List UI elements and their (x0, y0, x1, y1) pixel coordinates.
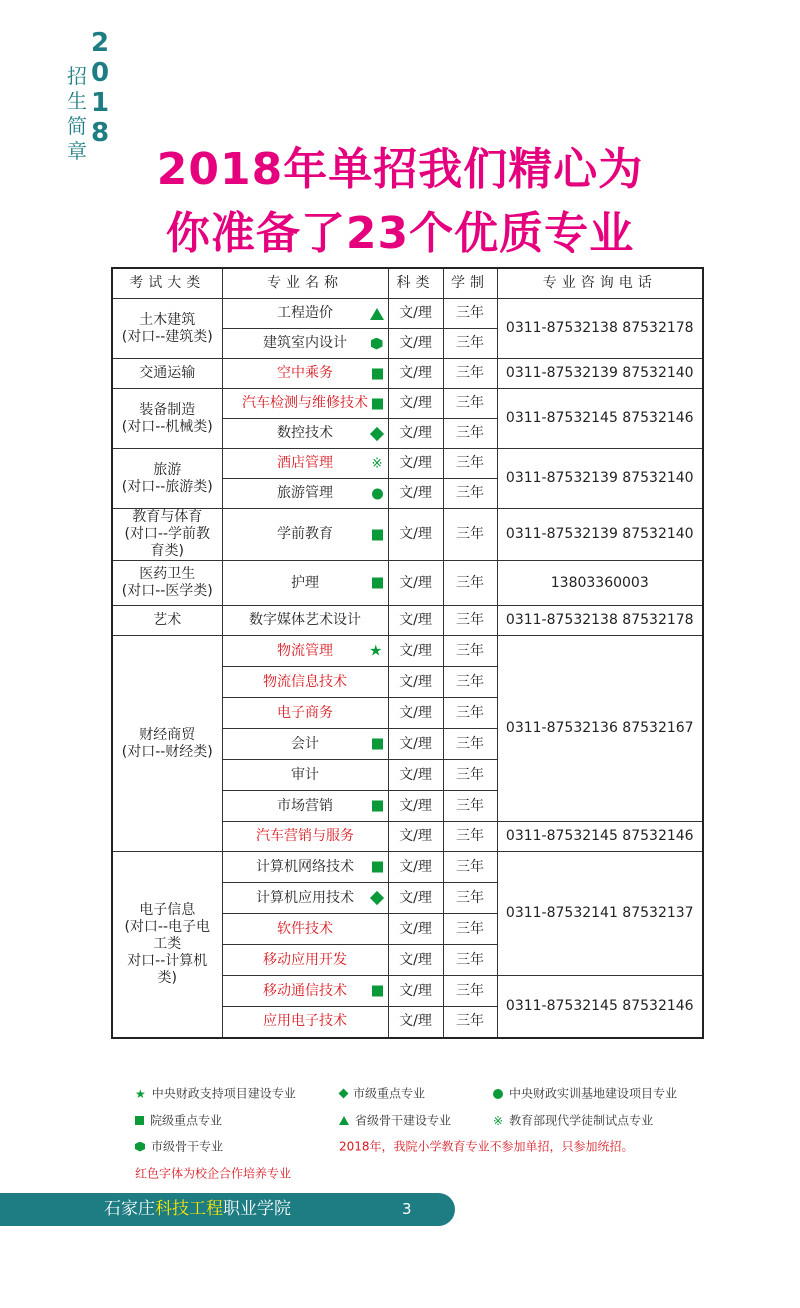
category-cell (112, 509, 222, 561)
years-cell: 三年 (443, 389, 497, 419)
legend-item (493, 1112, 653, 1129)
phone-cell: 0311-87532136 87532167 (497, 636, 703, 822)
years-cell: 三年 (443, 883, 497, 914)
subject-cell: 文/理 (388, 852, 443, 883)
square-icon (372, 739, 383, 750)
category-sub: 工类 (153, 935, 182, 952)
years-cell: 三年 (443, 606, 497, 636)
school-name (104, 1199, 291, 1220)
corner-digit: 8 (90, 118, 110, 148)
major-cell (222, 822, 388, 852)
category-cell (112, 561, 222, 606)
major-name: 数字媒体艺术设计 (249, 612, 361, 628)
subject-cell: 文/理 (388, 359, 443, 389)
subject-cell: 文/理 (388, 760, 443, 791)
category-name: 交通运输 (139, 365, 196, 381)
diamond-icon (369, 426, 383, 440)
school-name-part: 职业学院 (223, 1199, 291, 1219)
years-cell: 三年 (443, 636, 497, 667)
category-sub: (对口--建筑类) (121, 328, 213, 345)
table-row (112, 449, 703, 479)
category-cell (112, 636, 222, 852)
major-name: 计算机应用技术 (256, 889, 354, 906)
header-category: 考试大类 (112, 268, 222, 299)
major-name: 电子商务 (277, 704, 333, 721)
school-name-part: 石家庄 (104, 1199, 155, 1219)
subject-cell: 文/理 (388, 606, 443, 636)
subject-cell: 文/理 (388, 449, 443, 479)
note-text: 红色字体为校企合作培养专业 (135, 1166, 292, 1181)
legend-item (493, 1085, 677, 1102)
category-cell (112, 389, 222, 449)
category-sub: (对口--旅游类) (121, 478, 213, 495)
years-cell: 三年 (443, 976, 497, 1007)
major-name: 市场营销 (277, 797, 333, 814)
table-header-row (112, 268, 703, 299)
square-icon (135, 1116, 144, 1125)
table-row (112, 636, 703, 667)
years-cell: 三年 (443, 359, 497, 389)
square-icon (372, 801, 383, 812)
legend-label: 市级骨干专业 (151, 1139, 224, 1154)
years-cell: 三年 (443, 449, 497, 479)
phone-cell: 0311-87532138 87532178 (497, 606, 703, 636)
legend-label: 中央财政支持项目建设专业 (151, 1086, 296, 1101)
subject-cell: 文/理 (388, 329, 443, 359)
note-text: 2018年，我院小学教育专业不参加单招，只参加统招。 (339, 1139, 634, 1154)
category-sub: 对口--计算机 (127, 952, 208, 969)
category-sub: (对口--电子电 (124, 918, 211, 935)
years-cell: 三年 (443, 791, 497, 822)
dot-icon (493, 1089, 503, 1099)
category-sub: (对口--医学类) (121, 583, 213, 599)
major-cell (222, 852, 388, 883)
page-number: 3 (402, 1200, 412, 1218)
major-cell (222, 791, 388, 822)
major-name: 物流管理 (277, 642, 333, 659)
legend-label: 市级重点专业 (353, 1086, 426, 1101)
years-cell: 三年 (443, 852, 497, 883)
category-sub: (对口--财经类) (121, 743, 213, 760)
year-vertical (88, 28, 112, 148)
page-title-line1: 2018年单招我们精心为 (156, 144, 644, 195)
reference-mark-icon: ※ (371, 456, 383, 471)
reference-mark-icon: ※ (493, 1113, 504, 1128)
major-cell (222, 419, 388, 449)
phone-cell: 0311-87532145 87532146 (497, 822, 703, 852)
category-sub: 类) (157, 969, 177, 986)
square-icon (372, 398, 383, 409)
phone-cell: 0311-87532145 87532146 (497, 389, 703, 449)
years-cell: 三年 (443, 1007, 497, 1038)
subject-cell: 文/理 (388, 883, 443, 914)
major-name: 物流信息技术 (263, 673, 347, 690)
corner-char: 生 (67, 89, 87, 113)
category-name: 教育与体育 (132, 509, 203, 525)
major-name: 移动应用开发 (263, 951, 347, 968)
table-row (112, 852, 703, 883)
category-name: 艺术 (153, 612, 182, 628)
subject-cell: 文/理 (388, 1007, 443, 1038)
square-icon (372, 368, 383, 379)
years-cell: 三年 (443, 667, 497, 698)
major-cell (222, 914, 388, 945)
major-name: 会计 (291, 735, 319, 752)
major-cell (222, 729, 388, 760)
years-cell: 三年 (443, 419, 497, 449)
phone-cell: 0311-87532139 87532140 (497, 509, 703, 561)
category-sub: (对口--机械类) (121, 418, 213, 435)
years-cell: 三年 (443, 945, 497, 976)
corner-char: 招 (67, 64, 87, 88)
table-row (112, 606, 703, 636)
years-cell: 三年 (443, 509, 497, 561)
page-title-line2: 你准备了23个优质专业 (165, 208, 635, 259)
legend-item (339, 1112, 451, 1129)
subject-cell: 文/理 (388, 667, 443, 698)
major-cell (222, 389, 388, 419)
category-name: 财经商贸 (139, 726, 196, 743)
major-cell (222, 359, 388, 389)
major-cell (222, 667, 388, 698)
square-icon (372, 862, 383, 873)
category-name: 旅游 (153, 461, 182, 478)
legend-label: 院级重点专业 (150, 1113, 223, 1128)
hexagon-icon (371, 338, 383, 350)
major-cell (222, 299, 388, 329)
phone-cell: 0311-87532139 87532140 (497, 359, 703, 389)
major-name: 汽车检测与维修技术 (242, 395, 368, 411)
corner-digit: 2 (90, 28, 110, 58)
major-name: 酒店管理 (277, 455, 333, 471)
table-row (112, 561, 703, 606)
phone-cell: 13803360003 (497, 561, 703, 606)
table-row (112, 299, 703, 329)
triangle-icon (370, 308, 384, 320)
major-cell (222, 561, 388, 606)
legend-label: 省级骨干建设专业 (355, 1113, 452, 1128)
diamond-icon (369, 891, 383, 905)
square-icon (372, 986, 383, 997)
subject-cell: 文/理 (388, 822, 443, 852)
dot-icon (372, 488, 383, 499)
subject-cell: 文/理 (388, 976, 443, 1007)
star-icon: ★ (369, 641, 383, 660)
major-cell (222, 329, 388, 359)
major-cell (222, 449, 388, 479)
corner-digit: 0 (90, 58, 110, 88)
subject-cell: 文/理 (388, 791, 443, 822)
table-row (112, 359, 703, 389)
major-name: 应用电子技术 (263, 1013, 347, 1030)
years-cell: 三年 (443, 760, 497, 791)
phone-cell: 0311-87532138 87532178 (497, 299, 703, 359)
major-cell (222, 945, 388, 976)
category-name: 医药卫生 (139, 566, 196, 582)
subject-cell: 文/理 (388, 945, 443, 976)
major-cell (222, 976, 388, 1007)
major-name: 计算机网络技术 (256, 858, 354, 875)
star-icon: ★ (135, 1086, 146, 1101)
years-cell: 三年 (443, 698, 497, 729)
header-years: 学制 (443, 268, 497, 299)
major-cell (222, 698, 388, 729)
legend-note (339, 1138, 634, 1155)
major-name: 汽车营销与服务 (256, 828, 354, 844)
diamond-icon (339, 1089, 349, 1099)
legend-item (135, 1085, 296, 1102)
subject-cell: 文/理 (388, 729, 443, 760)
corner-char: 章 (67, 139, 87, 163)
major-cell (222, 479, 388, 509)
major-name: 移动通信技术 (263, 982, 347, 999)
footer-bar (0, 1193, 455, 1226)
category-cell (112, 359, 222, 389)
major-cell (222, 883, 388, 914)
category-name: 装备制造 (139, 401, 196, 418)
legend-item (339, 1085, 425, 1102)
subject-cell: 文/理 (388, 561, 443, 606)
subject-cell: 文/理 (388, 636, 443, 667)
major-name: 审计 (291, 766, 319, 783)
subject-cell: 文/理 (388, 479, 443, 509)
major-cell (222, 606, 388, 636)
category-name: 土木建筑 (139, 311, 196, 328)
years-cell: 三年 (443, 561, 497, 606)
years-cell: 三年 (443, 729, 497, 760)
subject-cell: 文/理 (388, 299, 443, 329)
legend-label: 教育部现代学徒制试点专业 (509, 1113, 654, 1128)
header-major: 专业名称 (222, 268, 388, 299)
subject-cell: 文/理 (388, 389, 443, 419)
major-name: 软件技术 (277, 920, 333, 937)
category-sub: (对口--学前教 (124, 526, 211, 542)
category-sub: 育类) (150, 543, 184, 559)
triangle-icon (339, 1116, 349, 1125)
major-name: 护理 (291, 574, 319, 591)
major-cell (222, 509, 388, 561)
category-cell (112, 449, 222, 509)
years-cell: 三年 (443, 822, 497, 852)
years-cell: 三年 (443, 914, 497, 945)
category-cell (112, 852, 222, 1038)
corner-digit: 1 (90, 88, 110, 118)
subject-cell: 文/理 (388, 698, 443, 729)
legend-note (135, 1165, 291, 1182)
subject-cell: 文/理 (388, 509, 443, 561)
years-cell: 三年 (443, 329, 497, 359)
category-cell (112, 606, 222, 636)
header-subject: 科类 (388, 268, 443, 299)
header-phone: 专业咨询电话 (497, 268, 703, 299)
table-row (112, 509, 703, 561)
corner-char: 简 (67, 114, 87, 138)
majors-table (111, 267, 704, 1039)
major-name: 旅游管理 (277, 485, 333, 501)
square-icon (372, 529, 383, 540)
major-name: 工程造价 (277, 305, 333, 321)
table-row (112, 389, 703, 419)
hexagon-icon (135, 1142, 145, 1152)
legend-label: 中央财政实训基地建设项目专业 (509, 1086, 678, 1101)
category-cell (112, 299, 222, 359)
major-name: 空中乘务 (277, 365, 333, 381)
phone-cell: 0311-87532139 87532140 (497, 449, 703, 509)
subject-cell: 文/理 (388, 914, 443, 945)
subject-cell: 文/理 (388, 419, 443, 449)
years-cell: 三年 (443, 479, 497, 509)
school-name-highlight: 科技工程 (155, 1199, 223, 1219)
phone-cell: 0311-87532145 87532146 (497, 976, 703, 1038)
category-name: 电子信息 (139, 901, 196, 918)
major-name: 建筑室内设计 (263, 335, 347, 351)
major-cell (222, 1007, 388, 1038)
major-name: 数控技术 (277, 425, 333, 441)
square-icon (372, 578, 383, 589)
legend-item (135, 1138, 223, 1155)
years-cell: 三年 (443, 299, 497, 329)
major-cell (222, 636, 388, 667)
phone-cell: 0311-87532141 87532137 (497, 852, 703, 976)
legend-item (135, 1112, 222, 1129)
major-cell (222, 760, 388, 791)
major-name: 学前教育 (277, 526, 333, 542)
